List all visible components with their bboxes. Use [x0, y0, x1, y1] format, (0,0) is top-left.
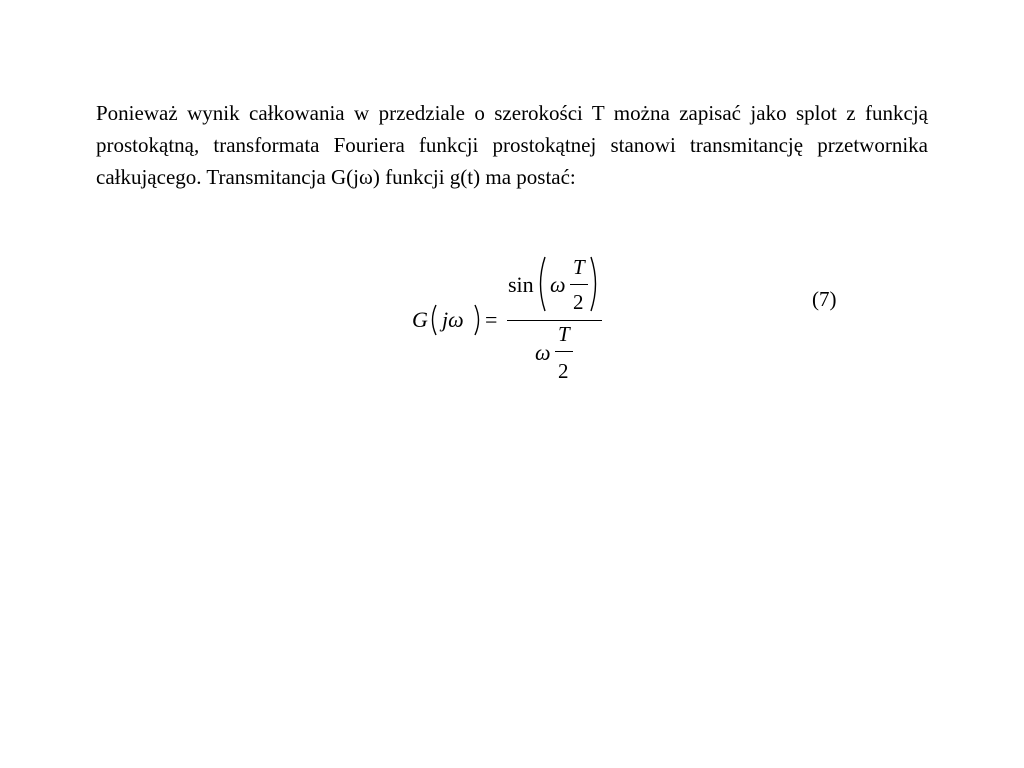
- sin-function: sin: [508, 272, 534, 297]
- lhs-left-parenthesis: [428, 304, 438, 336]
- numerator-omega: ω: [550, 272, 566, 297]
- equals-sign: =: [485, 307, 498, 332]
- numerator-left-parenthesis: [535, 256, 547, 312]
- equation-number: (7): [812, 287, 837, 311]
- lhs-argument: jω: [442, 307, 464, 332]
- denominator-omega: ω: [535, 340, 551, 365]
- numerator-inner-fraction-bar: [570, 284, 588, 285]
- numerator-fraction-top: T: [573, 255, 585, 279]
- numerator-right-parenthesis: [589, 256, 601, 312]
- body-paragraph: Ponieważ wynik całkowania w przedziale o szerokości T można zapisać jako splot z funkcją prostokątną, transformata Fouriera funkcji prostokątnej stanowi transmitancję przetwornika całkującego. Transmitancja G(jω) funkcji g(t) ma postać:: [96, 101, 928, 189]
- denominator-fraction-top: T: [558, 322, 570, 346]
- numerator-fraction-bottom: 2: [573, 290, 584, 314]
- lhs-function-symbol: G: [412, 307, 428, 332]
- main-fraction-bar: [507, 320, 602, 321]
- denominator-inner-fraction-bar: [555, 351, 573, 352]
- lhs-right-parenthesis: [473, 304, 483, 336]
- denominator-fraction-bottom: 2: [558, 359, 569, 383]
